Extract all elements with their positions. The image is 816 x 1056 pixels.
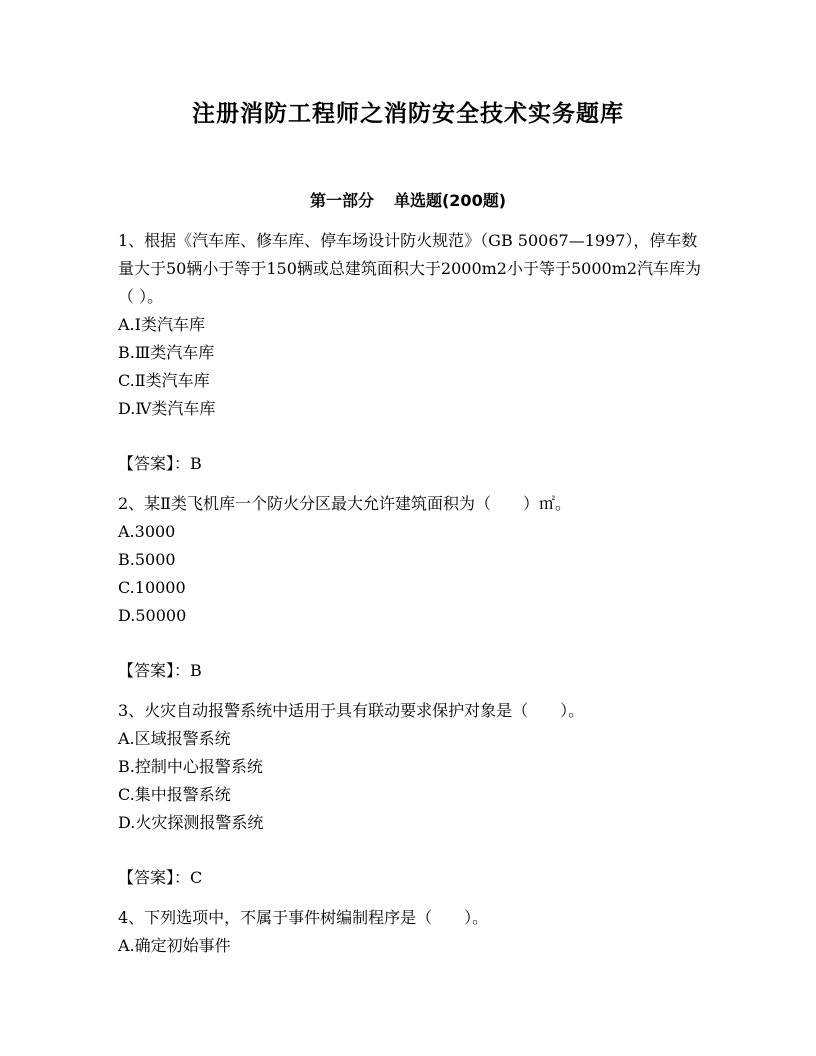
section-name: 单选题(200题) <box>393 191 507 210</box>
answer-line: 【答案】：B <box>118 661 202 680</box>
answer-line: 【答案】：B <box>118 454 202 473</box>
question-item <box>118 697 708 892</box>
option-b: B.Ⅲ类汽车库 <box>118 343 215 362</box>
section-heading <box>0 188 816 211</box>
option-a: A.确定初始事件 <box>118 936 231 955</box>
answer-line: 【答案】：C <box>118 868 203 887</box>
document-title: 注册消防工程师之消防安全技术实务题库 <box>192 101 624 127</box>
option-a: A.Ⅰ类汽车库 <box>118 315 205 334</box>
question-item <box>118 227 708 478</box>
question-stem: 3、火灾自动报警系统中适用于具有联动要求保护对象是（ ）。 <box>118 701 585 720</box>
question-item <box>118 490 708 685</box>
question-item <box>118 904 708 960</box>
option-b: B.控制中心报警系统 <box>118 757 263 776</box>
option-c: C.10000 <box>118 578 186 597</box>
option-a: A.区域报警系统 <box>118 729 231 748</box>
option-c: C.集中报警系统 <box>118 785 231 804</box>
section-label: 第一部分 <box>309 191 374 210</box>
option-c: C.Ⅱ类汽车库 <box>118 371 210 390</box>
option-a: A.3000 <box>118 522 176 541</box>
question-stem: 2、某Ⅱ类飞机库一个防火分区最大允许建筑面积为（ ）㎡。 <box>118 494 572 513</box>
question-stem: 1、根据《汽车库、修车库、停车场设计防火规范》（GB 50067—1997），停车数量大于50辆小于等于150辆或总建筑面积大于2000m2小于等于5000m2汽车库为（ ）。 <box>118 231 702 306</box>
question-list <box>118 227 708 960</box>
option-b: B.5000 <box>118 550 176 569</box>
question-stem: 4、下列选项中，不属于事件树编制程序是（ ）。 <box>118 908 489 927</box>
option-d: D.Ⅳ类汽车库 <box>118 399 216 418</box>
option-d: D.50000 <box>118 606 187 625</box>
option-d: D.火灾探测报警系统 <box>118 813 264 832</box>
